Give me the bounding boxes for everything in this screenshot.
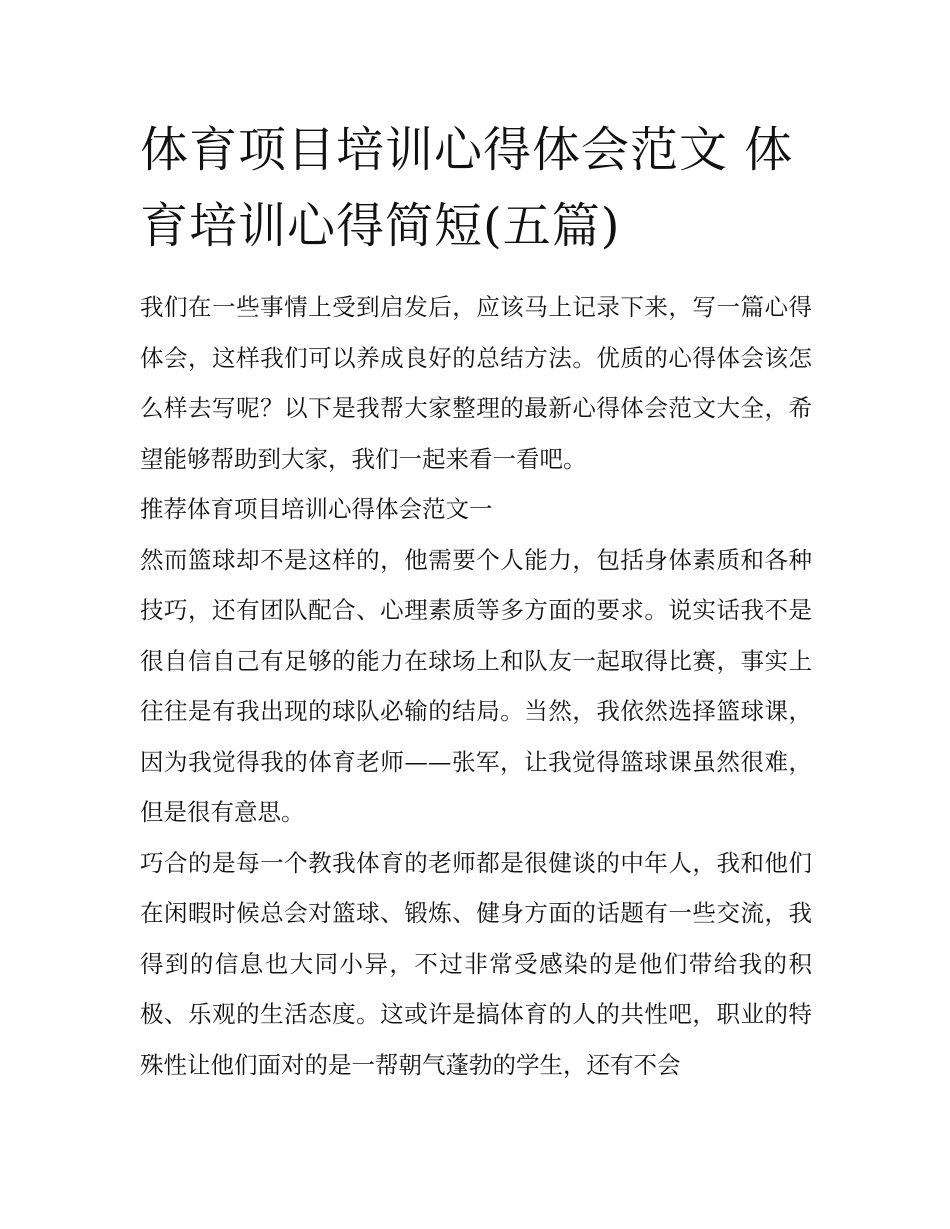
document-page: [140, 112, 812, 1090]
document-title: 体育项目培训心得体会范文 体育培训心得简短(五篇): [140, 122, 794, 254]
body-paragraph: 然而篮球却不是这样的，他需要个人能力，包括身体素质和各种技巧，还有团队配合、心理素质等多方面的要求。说实话我不是很自信自己有足够的能力在球场上和队友一起取得比赛，事实上往往是有我出现的球队必输的结局。当然，我依然选择篮球课，因为我觉得我的体育老师——张军，让我觉得篮球课虽然很难，但是很有意思。: [140, 545, 812, 826]
body-paragraph: 巧合的是每一个教我体育的老师都是很健谈的中年人，我和他们在闲暇时候总会对篮球、锻炼、健身方面的话题有一些交流，我得到的信息也大同小异，不过非常受感染的是他们带给我的积极、乐观的生活态度。这或许是搞体育的人的共性吧，职业的特殊性让他们面对的是一帮朝气蓬勃的学生，还有不会: [140, 848, 812, 1079]
section-heading: 推荐体育项目培训心得体会范文一: [140, 495, 493, 523]
intro-paragraph: 我们在一些事情上受到启发后，应该马上记录下来，写一篇心得体会，这样我们可以养成良好的总结方法。优质的心得体会该怎么样去写呢？以下是我帮大家整理的最新心得体会范文大全，希望能够帮助到大家，我们一起来看一看吧。: [140, 293, 812, 473]
